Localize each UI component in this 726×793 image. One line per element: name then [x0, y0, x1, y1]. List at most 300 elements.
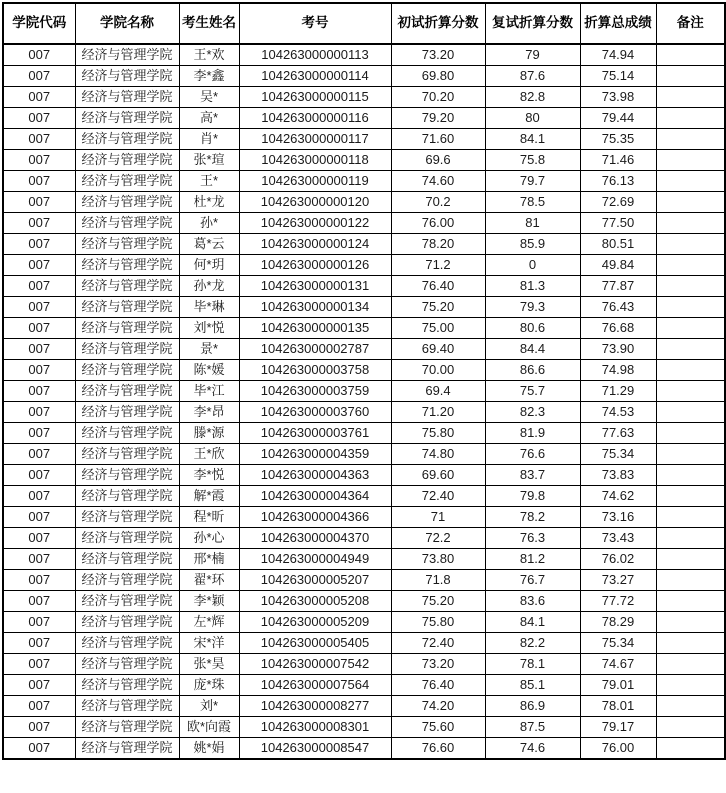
cell-candidate-name: 李*悦	[179, 465, 239, 486]
table-row	[3, 486, 725, 507]
cell-total-converted-score: 74.53	[580, 402, 656, 423]
table-row	[3, 276, 725, 297]
cell-candidate-name: 姚*娟	[179, 738, 239, 760]
cell-exam-number: 104263000000135	[239, 318, 391, 339]
cell-college-code: 007	[3, 612, 75, 633]
column-header-college-name: 学院名称	[75, 3, 179, 44]
cell-total-converted-score: 77.87	[580, 276, 656, 297]
cell-candidate-name: 王*欣	[179, 444, 239, 465]
cell-initial-converted-score: 74.60	[391, 171, 485, 192]
cell-exam-number: 104263000000116	[239, 108, 391, 129]
cell-remarks	[656, 507, 725, 528]
cell-college-name: 经济与管理学院	[75, 87, 179, 108]
table-row	[3, 675, 725, 696]
cell-college-name: 经济与管理学院	[75, 654, 179, 675]
cell-remarks	[656, 44, 725, 66]
cell-retest-converted-score: 75.8	[485, 150, 580, 171]
cell-total-converted-score: 77.72	[580, 591, 656, 612]
cell-initial-converted-score: 75.80	[391, 423, 485, 444]
cell-initial-converted-score: 74.20	[391, 696, 485, 717]
cell-college-code: 007	[3, 66, 75, 87]
cell-initial-converted-score: 70.2	[391, 192, 485, 213]
cell-total-converted-score: 76.43	[580, 297, 656, 318]
cell-college-name: 经济与管理学院	[75, 66, 179, 87]
cell-exam-number: 104263000004366	[239, 507, 391, 528]
cell-initial-converted-score: 69.4	[391, 381, 485, 402]
cell-total-converted-score: 75.34	[580, 633, 656, 654]
cell-candidate-name: 毕*琳	[179, 297, 239, 318]
cell-candidate-name: 肖*	[179, 129, 239, 150]
cell-remarks	[656, 528, 725, 549]
cell-college-name: 经济与管理学院	[75, 507, 179, 528]
cell-candidate-name: 李*颖	[179, 591, 239, 612]
table-row	[3, 318, 725, 339]
cell-candidate-name: 何*玥	[179, 255, 239, 276]
table-body	[3, 44, 725, 759]
table-row	[3, 402, 725, 423]
cell-candidate-name: 陈*媛	[179, 360, 239, 381]
cell-exam-number: 104263000003759	[239, 381, 391, 402]
cell-total-converted-score: 76.13	[580, 171, 656, 192]
cell-retest-converted-score: 79	[485, 44, 580, 66]
cell-initial-converted-score: 76.40	[391, 675, 485, 696]
cell-remarks	[656, 612, 725, 633]
cell-college-name: 经济与管理学院	[75, 486, 179, 507]
cell-college-name: 经济与管理学院	[75, 633, 179, 654]
cell-retest-converted-score: 76.3	[485, 528, 580, 549]
cell-remarks	[656, 66, 725, 87]
cell-remarks	[656, 570, 725, 591]
cell-exam-number: 104263000008277	[239, 696, 391, 717]
cell-remarks	[656, 150, 725, 171]
cell-candidate-name: 张*昊	[179, 654, 239, 675]
cell-retest-converted-score: 78.1	[485, 654, 580, 675]
cell-total-converted-score: 76.68	[580, 318, 656, 339]
cell-total-converted-score: 71.29	[580, 381, 656, 402]
table-row	[3, 738, 725, 760]
cell-candidate-name: 杜*龙	[179, 192, 239, 213]
cell-candidate-name: 解*霞	[179, 486, 239, 507]
table-row	[3, 171, 725, 192]
cell-total-converted-score: 76.00	[580, 738, 656, 760]
cell-college-code: 007	[3, 213, 75, 234]
cell-retest-converted-score: 80	[485, 108, 580, 129]
cell-exam-number: 104263000000114	[239, 66, 391, 87]
cell-total-converted-score: 80.51	[580, 234, 656, 255]
cell-exam-number: 104263000005208	[239, 591, 391, 612]
table-row	[3, 339, 725, 360]
cell-retest-converted-score: 84.4	[485, 339, 580, 360]
cell-college-code: 007	[3, 234, 75, 255]
cell-initial-converted-score: 75.60	[391, 717, 485, 738]
cell-initial-converted-score: 75.80	[391, 612, 485, 633]
cell-initial-converted-score: 76.40	[391, 276, 485, 297]
cell-college-code: 007	[3, 633, 75, 654]
cell-college-name: 经济与管理学院	[75, 612, 179, 633]
table-row	[3, 549, 725, 570]
column-header-college-code: 学院代码	[3, 3, 75, 44]
cell-college-name: 经济与管理学院	[75, 108, 179, 129]
cell-college-name: 经济与管理学院	[75, 423, 179, 444]
cell-college-code: 007	[3, 129, 75, 150]
cell-remarks	[656, 234, 725, 255]
cell-college-code: 007	[3, 423, 75, 444]
cell-total-converted-score: 73.83	[580, 465, 656, 486]
cell-retest-converted-score: 81	[485, 213, 580, 234]
cell-retest-converted-score: 85.1	[485, 675, 580, 696]
cell-total-converted-score: 49.84	[580, 255, 656, 276]
cell-initial-converted-score: 71.20	[391, 402, 485, 423]
cell-college-name: 经济与管理学院	[75, 297, 179, 318]
cell-initial-converted-score: 73.20	[391, 654, 485, 675]
cell-college-name: 经济与管理学院	[75, 591, 179, 612]
cell-college-code: 007	[3, 654, 75, 675]
cell-total-converted-score: 79.17	[580, 717, 656, 738]
cell-total-converted-score: 74.67	[580, 654, 656, 675]
cell-exam-number: 104263000000131	[239, 276, 391, 297]
cell-total-converted-score: 78.01	[580, 696, 656, 717]
cell-college-name: 经济与管理学院	[75, 549, 179, 570]
cell-retest-converted-score: 81.9	[485, 423, 580, 444]
cell-candidate-name: 欧*向霞	[179, 717, 239, 738]
cell-college-code: 007	[3, 402, 75, 423]
cell-retest-converted-score: 78.5	[485, 192, 580, 213]
cell-exam-number: 104263000000124	[239, 234, 391, 255]
cell-candidate-name: 孙*龙	[179, 276, 239, 297]
cell-retest-converted-score: 82.8	[485, 87, 580, 108]
cell-retest-converted-score: 85.9	[485, 234, 580, 255]
cell-remarks	[656, 696, 725, 717]
cell-exam-number: 104263000000122	[239, 213, 391, 234]
cell-college-code: 007	[3, 360, 75, 381]
cell-initial-converted-score: 72.40	[391, 486, 485, 507]
table-row	[3, 87, 725, 108]
cell-college-name: 经济与管理学院	[75, 192, 179, 213]
cell-college-name: 经济与管理学院	[75, 717, 179, 738]
cell-retest-converted-score: 83.6	[485, 591, 580, 612]
cell-college-code: 007	[3, 696, 75, 717]
cell-remarks	[656, 591, 725, 612]
cell-college-code: 007	[3, 150, 75, 171]
cell-college-name: 经济与管理学院	[75, 570, 179, 591]
cell-total-converted-score: 75.14	[580, 66, 656, 87]
cell-total-converted-score: 73.16	[580, 507, 656, 528]
table-row	[3, 444, 725, 465]
cell-candidate-name: 景*	[179, 339, 239, 360]
cell-exam-number: 104263000004359	[239, 444, 391, 465]
cell-college-code: 007	[3, 507, 75, 528]
table-row	[3, 234, 725, 255]
cell-exam-number: 104263000000126	[239, 255, 391, 276]
cell-college-name: 经济与管理学院	[75, 444, 179, 465]
cell-total-converted-score: 73.27	[580, 570, 656, 591]
admission-score-table	[2, 2, 726, 760]
table-row	[3, 192, 725, 213]
cell-initial-converted-score: 79.20	[391, 108, 485, 129]
cell-college-code: 007	[3, 465, 75, 486]
cell-college-code: 007	[3, 591, 75, 612]
cell-total-converted-score: 78.29	[580, 612, 656, 633]
cell-college-code: 007	[3, 255, 75, 276]
column-header-total-converted-score: 折算总成绩	[580, 3, 656, 44]
cell-exam-number: 104263000000117	[239, 129, 391, 150]
cell-retest-converted-score: 75.7	[485, 381, 580, 402]
cell-exam-number: 104263000004949	[239, 549, 391, 570]
cell-college-name: 经济与管理学院	[75, 213, 179, 234]
cell-college-name: 经济与管理学院	[75, 465, 179, 486]
cell-initial-converted-score: 72.40	[391, 633, 485, 654]
cell-initial-converted-score: 76.60	[391, 738, 485, 760]
cell-exam-number: 104263000005207	[239, 570, 391, 591]
cell-total-converted-score: 77.50	[580, 213, 656, 234]
cell-college-code: 007	[3, 675, 75, 696]
table-row	[3, 696, 725, 717]
cell-college-name: 经济与管理学院	[75, 44, 179, 66]
cell-total-converted-score: 76.02	[580, 549, 656, 570]
cell-college-code: 007	[3, 87, 75, 108]
cell-initial-converted-score: 73.80	[391, 549, 485, 570]
cell-college-name: 经济与管理学院	[75, 234, 179, 255]
cell-candidate-name: 程*昕	[179, 507, 239, 528]
cell-retest-converted-score: 81.2	[485, 549, 580, 570]
table-row	[3, 44, 725, 66]
cell-initial-converted-score: 75.00	[391, 318, 485, 339]
cell-college-name: 经济与管理学院	[75, 339, 179, 360]
cell-college-name: 经济与管理学院	[75, 381, 179, 402]
cell-college-name: 经济与管理学院	[75, 696, 179, 717]
cell-candidate-name: 邢*楠	[179, 549, 239, 570]
cell-total-converted-score: 75.34	[580, 444, 656, 465]
cell-retest-converted-score: 83.7	[485, 465, 580, 486]
cell-remarks	[656, 318, 725, 339]
cell-total-converted-score: 74.62	[580, 486, 656, 507]
cell-remarks	[656, 738, 725, 760]
cell-total-converted-score: 75.35	[580, 129, 656, 150]
cell-college-name: 经济与管理学院	[75, 360, 179, 381]
cell-exam-number: 104263000000118	[239, 150, 391, 171]
cell-remarks	[656, 360, 725, 381]
cell-total-converted-score: 77.63	[580, 423, 656, 444]
cell-retest-converted-score: 81.3	[485, 276, 580, 297]
cell-college-code: 007	[3, 381, 75, 402]
table-row	[3, 591, 725, 612]
cell-college-code: 007	[3, 44, 75, 66]
cell-candidate-name: 刘*	[179, 696, 239, 717]
cell-remarks	[656, 675, 725, 696]
cell-retest-converted-score: 74.6	[485, 738, 580, 760]
cell-retest-converted-score: 78.2	[485, 507, 580, 528]
cell-exam-number: 104263000004364	[239, 486, 391, 507]
cell-exam-number: 104263000004370	[239, 528, 391, 549]
cell-remarks	[656, 108, 725, 129]
cell-remarks	[656, 486, 725, 507]
cell-candidate-name: 吴*	[179, 87, 239, 108]
cell-candidate-name: 左*辉	[179, 612, 239, 633]
cell-exam-number: 104263000000119	[239, 171, 391, 192]
table-row	[3, 717, 725, 738]
cell-retest-converted-score: 76.7	[485, 570, 580, 591]
cell-remarks	[656, 129, 725, 150]
cell-candidate-name: 庞*珠	[179, 675, 239, 696]
cell-initial-converted-score: 69.6	[391, 150, 485, 171]
cell-remarks	[656, 87, 725, 108]
cell-exam-number: 104263000002787	[239, 339, 391, 360]
cell-initial-converted-score: 76.00	[391, 213, 485, 234]
cell-college-name: 经济与管理学院	[75, 402, 179, 423]
cell-remarks	[656, 633, 725, 654]
table-row	[3, 255, 725, 276]
cell-college-code: 007	[3, 486, 75, 507]
cell-remarks	[656, 192, 725, 213]
cell-retest-converted-score: 79.8	[485, 486, 580, 507]
cell-candidate-name: 刘*悦	[179, 318, 239, 339]
cell-total-converted-score: 73.43	[580, 528, 656, 549]
cell-remarks	[656, 654, 725, 675]
cell-college-code: 007	[3, 108, 75, 129]
table-row	[3, 213, 725, 234]
cell-initial-converted-score: 72.2	[391, 528, 485, 549]
cell-exam-number: 104263000008301	[239, 717, 391, 738]
cell-exam-number: 104263000000113	[239, 44, 391, 66]
cell-total-converted-score: 74.94	[580, 44, 656, 66]
cell-remarks	[656, 213, 725, 234]
cell-college-code: 007	[3, 738, 75, 760]
cell-exam-number: 104263000005209	[239, 612, 391, 633]
cell-remarks	[656, 423, 725, 444]
cell-college-name: 经济与管理学院	[75, 528, 179, 549]
cell-exam-number: 104263000000115	[239, 87, 391, 108]
table-row	[3, 528, 725, 549]
cell-exam-number: 104263000004363	[239, 465, 391, 486]
table-row	[3, 129, 725, 150]
cell-college-code: 007	[3, 717, 75, 738]
cell-candidate-name: 王*欢	[179, 44, 239, 66]
cell-remarks	[656, 339, 725, 360]
table-row	[3, 633, 725, 654]
cell-retest-converted-score: 82.2	[485, 633, 580, 654]
cell-college-name: 经济与管理学院	[75, 675, 179, 696]
cell-initial-converted-score: 75.20	[391, 297, 485, 318]
cell-retest-converted-score: 84.1	[485, 129, 580, 150]
cell-remarks	[656, 171, 725, 192]
cell-college-code: 007	[3, 171, 75, 192]
table-row	[3, 507, 725, 528]
cell-retest-converted-score: 86.6	[485, 360, 580, 381]
table-row	[3, 297, 725, 318]
cell-exam-number: 104263000000120	[239, 192, 391, 213]
cell-college-code: 007	[3, 339, 75, 360]
column-header-retest-converted-score: 复试折算分数	[485, 3, 580, 44]
cell-college-code: 007	[3, 570, 75, 591]
cell-initial-converted-score: 78.20	[391, 234, 485, 255]
cell-retest-converted-score: 79.7	[485, 171, 580, 192]
cell-retest-converted-score: 76.6	[485, 444, 580, 465]
column-header-exam-number: 考号	[239, 3, 391, 44]
cell-candidate-name: 孙*心	[179, 528, 239, 549]
table-row	[3, 381, 725, 402]
cell-college-name: 经济与管理学院	[75, 171, 179, 192]
cell-remarks	[656, 549, 725, 570]
header-row	[3, 3, 725, 44]
cell-candidate-name: 高*	[179, 108, 239, 129]
table-row	[3, 465, 725, 486]
cell-college-name: 经济与管理学院	[75, 255, 179, 276]
cell-retest-converted-score: 0	[485, 255, 580, 276]
cell-retest-converted-score: 82.3	[485, 402, 580, 423]
cell-candidate-name: 毕*江	[179, 381, 239, 402]
cell-college-name: 经济与管理学院	[75, 150, 179, 171]
cell-exam-number: 104263000007564	[239, 675, 391, 696]
cell-total-converted-score: 71.46	[580, 150, 656, 171]
cell-initial-converted-score: 69.80	[391, 66, 485, 87]
cell-retest-converted-score: 84.1	[485, 612, 580, 633]
cell-initial-converted-score: 69.60	[391, 465, 485, 486]
column-header-initial-converted-score: 初试折算分数	[391, 3, 485, 44]
table-row	[3, 654, 725, 675]
cell-total-converted-score: 73.90	[580, 339, 656, 360]
table-row	[3, 360, 725, 381]
cell-college-code: 007	[3, 549, 75, 570]
table-row	[3, 570, 725, 591]
cell-remarks	[656, 465, 725, 486]
cell-initial-converted-score: 71	[391, 507, 485, 528]
cell-total-converted-score: 72.69	[580, 192, 656, 213]
cell-exam-number: 104263000007542	[239, 654, 391, 675]
cell-initial-converted-score: 75.20	[391, 591, 485, 612]
cell-initial-converted-score: 70.20	[391, 87, 485, 108]
cell-remarks	[656, 255, 725, 276]
cell-initial-converted-score: 69.40	[391, 339, 485, 360]
cell-initial-converted-score: 71.60	[391, 129, 485, 150]
cell-retest-converted-score: 87.6	[485, 66, 580, 87]
table-row	[3, 150, 725, 171]
cell-exam-number: 104263000000134	[239, 297, 391, 318]
table-row	[3, 612, 725, 633]
cell-initial-converted-score: 74.80	[391, 444, 485, 465]
cell-college-code: 007	[3, 444, 75, 465]
cell-candidate-name: 翟*环	[179, 570, 239, 591]
cell-remarks	[656, 297, 725, 318]
cell-exam-number: 104263000003761	[239, 423, 391, 444]
cell-candidate-name: 宋*洋	[179, 633, 239, 654]
cell-initial-converted-score: 71.2	[391, 255, 485, 276]
cell-total-converted-score: 74.98	[580, 360, 656, 381]
cell-college-code: 007	[3, 192, 75, 213]
cell-exam-number: 104263000003758	[239, 360, 391, 381]
cell-total-converted-score: 73.98	[580, 87, 656, 108]
cell-college-name: 经济与管理学院	[75, 129, 179, 150]
cell-total-converted-score: 79.44	[580, 108, 656, 129]
column-header-candidate-name: 考生姓名	[179, 3, 239, 44]
cell-exam-number: 104263000005405	[239, 633, 391, 654]
cell-retest-converted-score: 87.5	[485, 717, 580, 738]
cell-college-code: 007	[3, 528, 75, 549]
cell-initial-converted-score: 71.8	[391, 570, 485, 591]
cell-remarks	[656, 444, 725, 465]
cell-total-converted-score: 79.01	[580, 675, 656, 696]
cell-exam-number: 104263000008547	[239, 738, 391, 760]
cell-college-name: 经济与管理学院	[75, 318, 179, 339]
cell-college-code: 007	[3, 297, 75, 318]
cell-candidate-name: 王*	[179, 171, 239, 192]
cell-exam-number: 104263000003760	[239, 402, 391, 423]
cell-candidate-name: 孙*	[179, 213, 239, 234]
cell-college-name: 经济与管理学院	[75, 276, 179, 297]
cell-college-code: 007	[3, 276, 75, 297]
cell-candidate-name: 葛*云	[179, 234, 239, 255]
cell-college-code: 007	[3, 318, 75, 339]
table-row	[3, 66, 725, 87]
